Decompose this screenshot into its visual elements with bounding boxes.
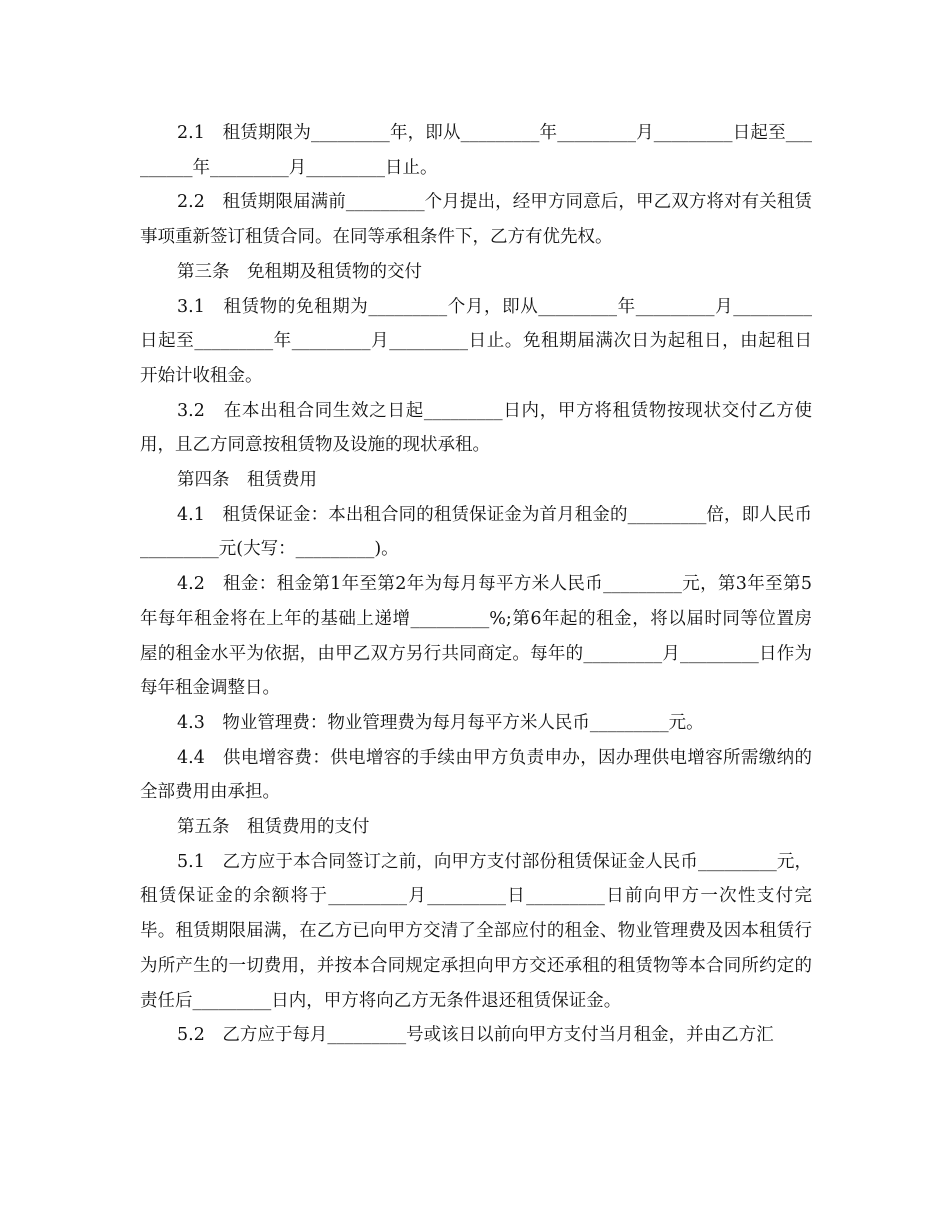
clause-2-1: 2.1 租赁期限为_________年，即从_________年_________月_________日起至_________年_________月_________日止。 — [140, 123, 812, 178]
clause-5-2: 5.2 乙方应于每月_________号或该日以前向甲方支付当月租金，并由乙方汇 — [177, 1025, 774, 1046]
clause-4-3: 4.3 物业管理费：物业管理费为每月每平方米人民币_________元。 — [177, 712, 704, 733]
document-body — [140, 116, 812, 1053]
clause-3-1: 3.1 租赁物的免租期为_________个月，即从_________年_________月_________日起至_________年_________月_________日止。免租期届满次日为起租日，由起租日开始计收租金。 — [140, 296, 812, 386]
article-3-heading: 第三条 免租期及租赁物的交付 — [177, 261, 422, 282]
clause-2-2: 2.2 租赁期限届满前_________个月提出，经甲方同意后，甲乙双方将对有关租赁事项重新签订租赁合同。在同等承租条件下，乙方有优先权。 — [140, 192, 812, 248]
clause-4-2: 4.2 租金：租金第1年至第2年为每月每平方米人民币_________元，第3年至第5年每年租金将在上年的基础上递增_________%;第6年起的租金，将以届时同等位置房屋的租金水平为依据，由甲乙双方另行共同商定。每年的_________月_________日作为每年租金调整日。 — [140, 574, 812, 699]
clause-3-2: 3.2 在本出租合同生效之日起_________日内，甲方将租赁物按现状交付乙方使用，且乙方同意按租赁物及设施的现状承租。 — [140, 400, 812, 456]
article-4-heading: 第四条 租赁费用 — [177, 470, 317, 491]
clause-5-1: 5.1 乙方应于本合同签订之前，向甲方支付部份租赁保证金人民币_________元，租赁保证金的余额将于_________月_________日_________日前向甲方一次性支付完毕。租赁期限届满，在乙方已向甲方交清了全部应付的租金、物业管理费及因本租赁行为所产生的一切费用，并按本合同规定承担向甲方交还承租的租赁物等本合同所约定的责任后_________日内，甲方将向乙方无条件退还租赁保证金。 — [140, 851, 812, 1011]
clause-4-1: 4.1 租赁保证金：本出租合同的租赁保证金为首月租金的_________倍，即人民币_________元(大写：_________)。 — [140, 504, 812, 560]
article-5-heading: 第五条 租赁费用的支付 — [177, 817, 370, 838]
clause-4-4: 4.4 供电增容费：供电增容的手续由甲方负责申办，因办理供电增容所需缴纳的全部费用由承担。 — [140, 747, 812, 803]
